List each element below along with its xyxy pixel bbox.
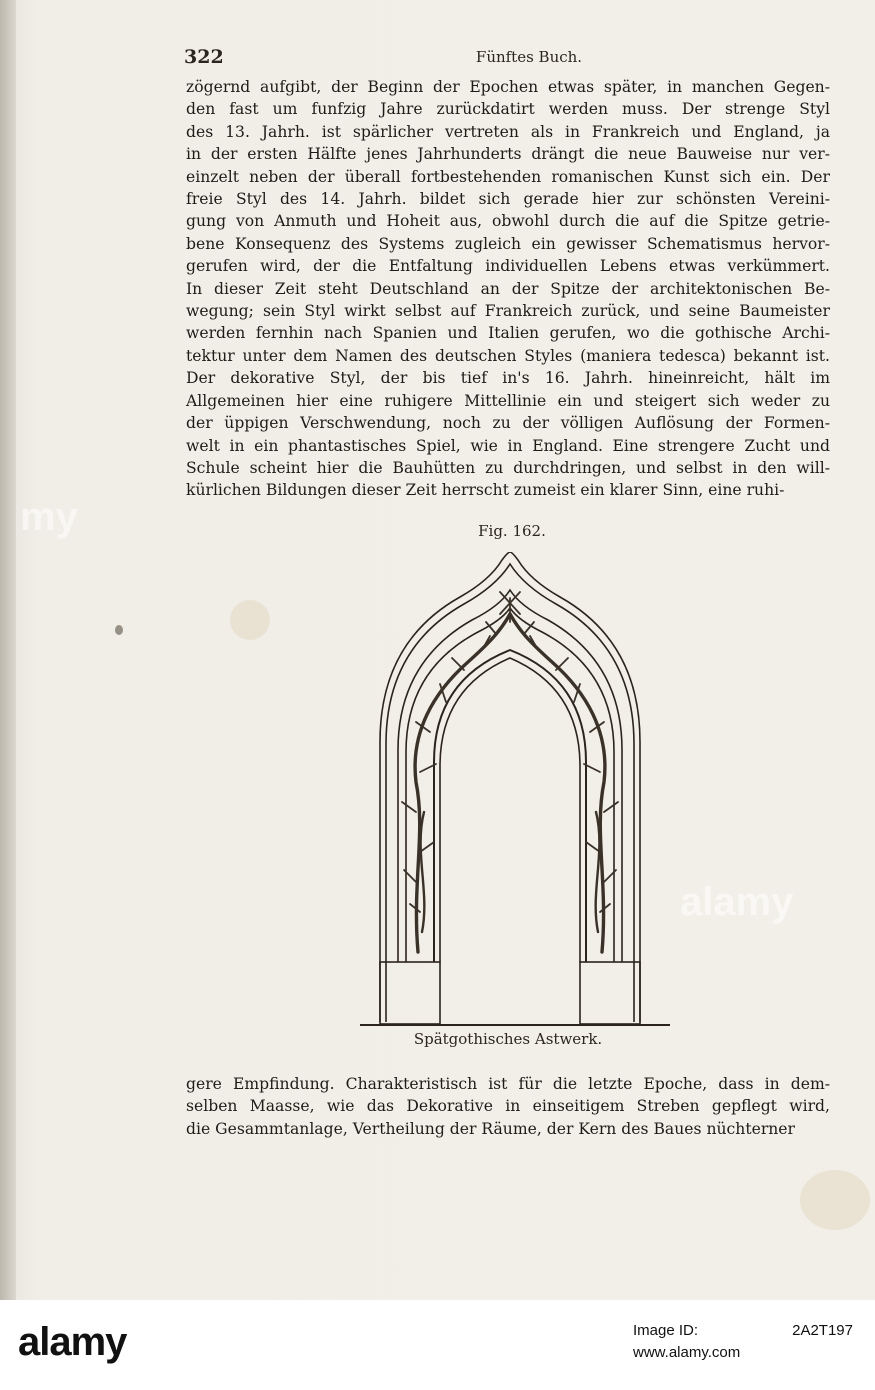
text-line: freie Styl des 14. Jahrh. bildet sich gerade hier zur schönsten Vereini- xyxy=(186,190,830,209)
image-id-label: Image ID: xyxy=(633,1322,699,1339)
text-line: Allgemeinen hier eine ruhigere Mittellinie ein und steigert sich weder zu xyxy=(186,391,830,410)
text-line: selben Maasse, wie das Dekorative in einseitigem Streben gepflegt wird, xyxy=(186,1097,830,1116)
text-line: werden fernhin nach Spanien und Italien gerufen, wo die gothische Archi- xyxy=(186,324,830,343)
site-link: www.alamy.com xyxy=(633,1344,741,1361)
page-number: 322 xyxy=(184,46,224,68)
figure-label: Fig. 162. xyxy=(478,522,546,540)
text-line: kürlichen Bildungen dieser Zeit herrscht zumeist ein klarer Sinn, eine ruhi- xyxy=(186,481,785,500)
alamy-logo: alamy xyxy=(18,1320,127,1364)
text-line: wegung; sein Styl wirkt selbst auf Frankreich zurück, und seine Baumeister xyxy=(186,302,830,321)
text-line: Der dekorative Styl, der bis tief in's 16. Jahrh. hineinreicht, hält im xyxy=(186,369,830,388)
text-line: Schule scheint hier die Bauhütten zu durchdringen, und selbst in den will- xyxy=(186,458,830,477)
text-line: In dieser Zeit steht Deutschland an der Spitze der architektonischen Be- xyxy=(186,279,830,298)
image-id: 2A2T197 xyxy=(792,1322,853,1339)
text-line: einzelt neben der überall fortbestehenden romanischen Kunst sich ein. Der xyxy=(186,167,830,186)
text-line: gere Empfindung. Charakteristisch ist für die letzte Epoche, dass in dem- xyxy=(186,1075,830,1093)
paper-stain xyxy=(230,600,270,640)
site-row xyxy=(633,1342,853,1364)
image-id-row xyxy=(633,1320,853,1342)
figure-caption: Spätgothisches Astwerk. xyxy=(413,1030,603,1048)
text-line: zögernd aufgibt, der Beginn der Epochen etwas später, in manchen Gegen- xyxy=(186,78,830,96)
running-head xyxy=(184,46,834,76)
body-text-bottom xyxy=(186,1073,830,1140)
watermark-ghost: my xyxy=(20,495,78,539)
paper-stain xyxy=(800,1170,870,1230)
stock-watermark-bar xyxy=(0,1300,875,1390)
text-line: die Gesammtanlage, Vertheilung der Räume, der Kern des Baues nüchterner xyxy=(186,1119,795,1138)
text-line: der üppigen Verschwendung, noch zu der völligen Auflösung der Formen- xyxy=(186,414,830,433)
ink-spot xyxy=(115,625,123,635)
text-line: welt in ein phantastisches Spiel, wie in England. Eine strengere Zucht und xyxy=(186,436,830,455)
watermark-info xyxy=(633,1320,853,1364)
page-gutter xyxy=(0,0,16,1300)
text-line: gung von Anmuth und Hoheit aus, obwohl durch die auf die Spitze getrie- xyxy=(186,212,830,231)
text-line: den fast um funfzig Jahre zurückdatirt werden muss. Der strenge Styl xyxy=(186,100,830,119)
text-line: bene Konsequenz des Systems zugleich ein gewisser Schematismus hervor- xyxy=(186,234,830,253)
text-line: tektur unter dem Namen des deutschen Styles (maniera tedesca) bekannt ist. xyxy=(186,346,830,365)
text-line: in der ersten Hälfte jenes Jahrhunderts drängt die neue Bauweise nur ver- xyxy=(186,145,830,164)
body-text-top xyxy=(186,76,830,502)
gothic-arch-illustration xyxy=(360,552,670,1030)
text-line: gerufen wird, der die Entfaltung individuellen Lebens etwas verkümmert. xyxy=(186,257,830,276)
watermark-ghost: alamy xyxy=(680,880,794,924)
text-line: des 13. Jahrh. ist spärlicher vertreten als in Frankreich und England, ja xyxy=(186,122,830,141)
running-title: Fünftes Buch. xyxy=(475,48,583,66)
